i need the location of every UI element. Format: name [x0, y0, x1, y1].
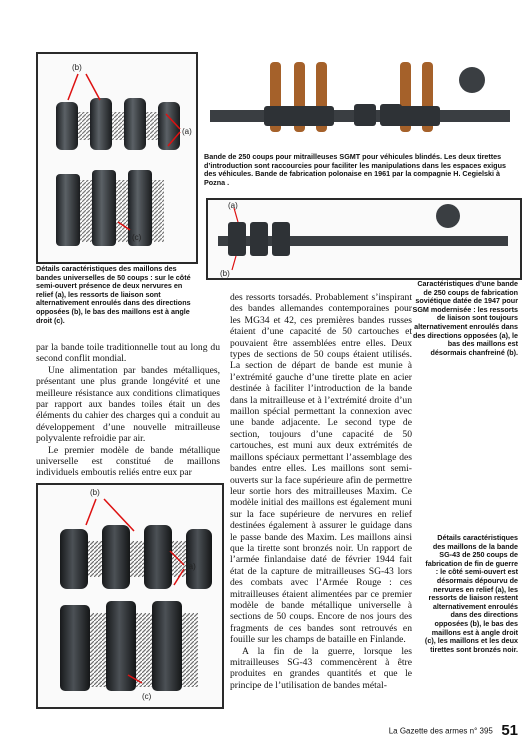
photo-universal-links-50 [36, 52, 198, 264]
paragraph: par la bande toile traditionnelle tout au long du second conflit mondial. [36, 342, 220, 365]
sgm-belt-illustration [208, 200, 520, 278]
paragraph: Une alimentation par bandes métalliques, présentant une plus grande longévité et une meilleure résistance aux conditions climatiques par rapport aux bandes toiles était un des éléments du cahier des charges qui a conduit au développement d’une nouvelle mitrailleuse polyvalente refroidie par air. [36, 364, 220, 445]
label-a: (a) [182, 127, 192, 136]
paragraph: des ressorts torsadés. Probablement s’inspirant des bandes allemandes contemporaines pour les MG34 et 42, ces premières bandes russes étaient d’une capacité de 50 cartouches et pouvaient être assemblées entre elles. Deux types de sections de 50 coups étaient utilisés. La section de départ de bande est munie à l’extrémité gauche d’une tirette plate en acier destinée à faciliter l’introduction de la bande dans la mitrailleuse et à l’extrémité droite d’un maillon spécial permettant la connexion avec une bande adjacente. Le second type de section, toujours d’une capacité de 50 cartouches, est muni aux deux extrémités de maillons spéciaux permettant l’assemblage des bandes entre elles. Les maillons sont semi-ouverts sur la face supérieure afin de permettre leur sortie hors des mitrailleuses Maxim. Ce modèle initial des maillons est également muni sur la face supérieure de nervures en relief destinées également à assurer le guidage dans le passe bande des Maxim. Les maillons ainsi que la tirette sont bronzés noir. Un rapport de l’armée finlandaise daté de février 1944 fait état de la capture de mitrailleuses SG-43 lors des combats avec l’Armée Rouge : ces mitrailleuses étaient alimentées par ce premier modèle de bande métallique universelle à sections de 50 coups. Encore de nos jours des fragments de ces bandes sont retrouvés en fouille sur les champs de bataille en Finlande. [230, 292, 412, 646]
sg43-links-illustration [38, 485, 222, 707]
body-column-1 [36, 342, 220, 479]
label-c: (c) [132, 233, 142, 242]
caption-right-mid: Caractéristiques d’une bande de 250 coups de fabrication soviétique datée de 1947 pour SGM modernisée : les ressorts de liaison sont toujours alternativement enroulés dans des directions opposées (a), le bas des maillons est désormais chanfreiné (b). [412, 279, 518, 357]
page-number: 51 [501, 722, 518, 740]
label-b: (b) [220, 269, 230, 278]
label-b: (b) [90, 488, 100, 497]
label-c: (c) [142, 692, 152, 701]
caption-left: Détails caractéristiques des maillons des bandes universelles de 50 coups : sur le côté semi-ouvert présence de deux nervures en relief (a), les ressorts de liaison sont alternativement enroulés dans des directions opposées (b), le bas des maillons est à angle droit (c). [36, 264, 191, 325]
paragraph: Le premier modèle de bande métallique universelle est constitué de maillons individuels emboutis reliés entre eux par [36, 444, 220, 479]
label-b: (b) [72, 63, 82, 72]
links-illustration [38, 54, 196, 262]
belt-illustration [204, 52, 516, 150]
photo-sgmt-belt [204, 52, 516, 150]
photo-sg43-links [36, 483, 224, 709]
label-a: (a) [186, 562, 196, 571]
paragraph: A la fin de la guerre, lorsque les mitrailleuses SG-43 commencèrent à être produites en grandes quantités et que le principe de l’utilisation de bandes métal- [230, 645, 412, 691]
caption-sgmt: Bande de 250 coups pour mitrailleuses SGMT pour véhicules blindés. Les deux tirettes d’introduction sont raccourcies pour faciliter les manipulations dans les espaces exigus des véhicules. Bande de fabrication polonaise en 1961 par la compagnie H. Cegielski à Pozna . [204, 152, 506, 187]
page-footer [389, 722, 518, 740]
magazine-title: La Gazette des armes n° 395 [388, 726, 493, 736]
photo-sgm-1947-belt [206, 198, 522, 280]
caption-right-low: Détails caractéristiques des maillons de la bande SG-43 de 250 coups de fabrication de fin de guerre : le côté semi-ouvert est désormais dépourvu de nervures en relief (a), les ressorts de liaison restent alternativement enroulés dans des directions opposées (b), le bas des maillons est à angle droit (c), les maillons et les deux tirettes sont bronzés noir. [424, 533, 518, 654]
label-a: (a) [228, 201, 238, 210]
body-column-2 [230, 292, 412, 691]
